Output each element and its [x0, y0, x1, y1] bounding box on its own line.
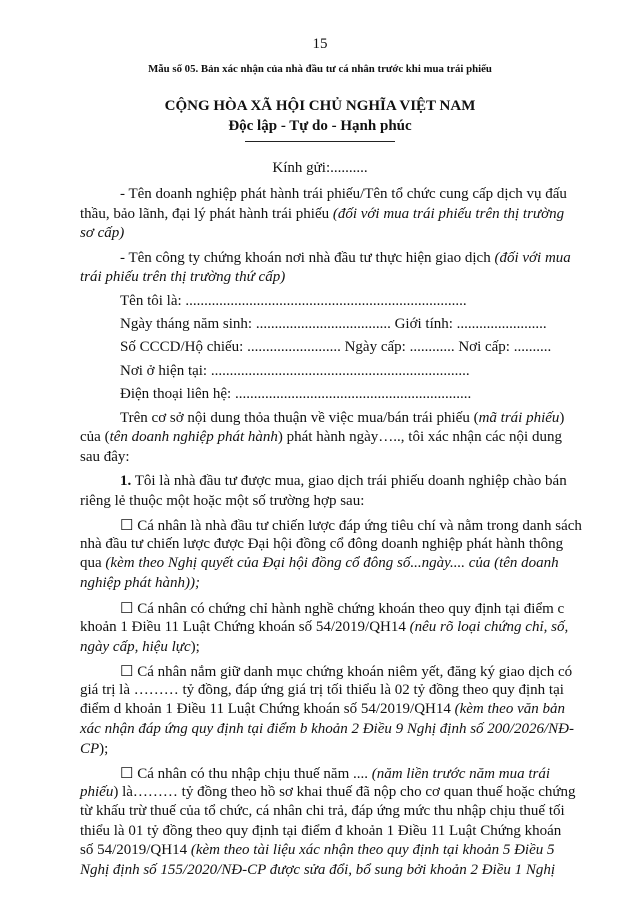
- text: - Tên công ty chứng khoán nơi nhà đầu tư thực hiện giao dịch: [120, 249, 495, 266]
- option-3-line-4: xác nhận đáp ứng quy định tại điểm b khoản 2 Điều 9 Nghị định số 200/2026/NĐ-: [80, 720, 574, 737]
- text: của (: [80, 429, 110, 446]
- checkbox-icon[interactable]: ☐: [120, 601, 134, 618]
- italic-note: (kèm theo Nghị quyết của Đại hội đồng cổ đông số...ngày.... của (tên doanh: [105, 555, 559, 572]
- phone-field: Điện thoại liên hệ: ...............................................................: [120, 386, 472, 403]
- checkbox-icon[interactable]: ☐: [120, 765, 134, 782]
- section-number: 1.: [120, 473, 132, 489]
- italic-note: phiếu: [80, 783, 114, 800]
- option-1-line-2: nhà đầu tư chiến lược được Đại hội đồng cổ đông doanh nghiệp phát hành thông: [80, 535, 564, 552]
- recipient-1-line-2: [80, 206, 564, 223]
- recipient-1-line-1: - Tên doanh nghiệp phát hành trái phiếu/Tên tổ chức cung cấp dịch vụ đấu: [120, 186, 567, 202]
- text: ): [559, 409, 565, 426]
- italic-note: CP: [80, 740, 100, 757]
- id-field: Số CCCD/Hộ chiếu: ......................... Ngày cấp: ............ Nơi cấp: ..........: [120, 339, 552, 356]
- option-3-line-3: [80, 701, 565, 718]
- text: );: [99, 740, 109, 757]
- intro-line-3: sau đây:: [80, 448, 130, 465]
- text: Tôi là nhà đầu tư được mua, giao dịch trái phiếu doanh nghiệp chào bán: [131, 473, 567, 489]
- header-divider: [245, 141, 395, 142]
- italic-note: mã trái phiếu: [478, 409, 560, 426]
- text: Cá nhân có thu nhập chịu thuế năm ....: [137, 765, 372, 782]
- greeting: Kính gửi:..........: [272, 160, 368, 176]
- option-4-line-6: Nghị định số 155/2020/NĐ-CP được sửa đổi, bổ sung bởi khoản 2 Điều 1 Nghị: [80, 862, 556, 878]
- form-title: Mẫu số 05. Bản xác nhận của nhà đầu tư cá nhân trước khi mua trái phiếu: [148, 63, 492, 75]
- national-title: CỘNG HÒA XÃ HỘI CHỦ NGHĨA VIỆT NAM: [164, 98, 476, 114]
- option-3-line-2: giá trị là ……… tỷ đồng, đáp ứng giá trị tối thiểu là 02 tỷ đồng theo quy định tại: [80, 681, 564, 698]
- option-3-line-5: [80, 741, 108, 758]
- address-field: Nơi ở hiện tại: .....................................................................: [120, 362, 470, 379]
- checkbox-icon[interactable]: ☐: [120, 663, 134, 680]
- recipient-2-line-1: [120, 250, 571, 267]
- text: Trên cơ sở nội dung thỏa thuận về việc mua/bán trái phiếu (: [120, 409, 479, 426]
- italic-note: (nêu rõ loại chứng chỉ, số,: [409, 618, 569, 635]
- option-2-line-3: [80, 639, 200, 656]
- text: Cá nhân nắm giữ danh mục chứng khoán niêm yết, đăng ký giao dịch có: [137, 663, 573, 680]
- option-4-line-1: [120, 764, 550, 783]
- option-4-line-3: từ khấu trừ thuế của tổ chức, cá nhân chi trả, đáp ứng mức thu nhập chịu thuế tối: [80, 803, 565, 820]
- option-2-line-2: [80, 619, 568, 636]
- section-1-line-1: [120, 473, 567, 490]
- text: số 54/2019/QH14: [80, 842, 191, 859]
- text: qua: [80, 555, 106, 572]
- motto: Độc lập - Tự do - Hạnh phúc: [228, 118, 412, 134]
- text: thầu, bảo lãnh, đại lý phát hành trái phiếu: [80, 205, 333, 222]
- name-field: Tên tôi là: ...........................................................................: [120, 292, 467, 309]
- checkbox-icon[interactable]: ☐: [120, 518, 134, 535]
- text: );: [190, 638, 200, 655]
- text: ) là……… tỷ đồng theo hồ sơ khai thuế đã nộp cho cơ quan thuế hoặc chứng: [113, 783, 576, 800]
- section-1-line-2: riêng lẻ thuộc một hoặc một số trường hợp sau:: [80, 492, 365, 509]
- italic-note: (đối với mua: [494, 249, 571, 266]
- text: khoản 1 Điều 11 Luật Chứng khoán số 54/2019/QH14: [80, 618, 410, 635]
- italic-note: (kèm theo văn bản: [454, 701, 566, 718]
- text: Cá nhân có chứng chỉ hành nghề chứng khoán theo quy định tại điểm c: [137, 601, 565, 618]
- option-2-line-1: [120, 599, 564, 618]
- text: ) phát hành ngày….., tôi xác nhận các nội dung: [277, 429, 562, 446]
- recipient-1-line-3: sơ cấp): [80, 225, 125, 242]
- italic-note: (đối với mua trái phiếu trên thị trường: [332, 205, 565, 222]
- recipient-2-line-2: trái phiếu trên thị trường thứ cấp): [80, 269, 286, 286]
- option-3-line-1: [120, 662, 572, 681]
- intro-line-1: [120, 410, 564, 427]
- italic-note: tên doanh nghiệp phát hành: [109, 429, 278, 446]
- option-4-line-5: [80, 842, 555, 859]
- option-4-line-2: [80, 784, 576, 801]
- option-4-line-4: thiểu là 01 tỷ đồng theo quy định tại điểm đ khoản 1 Điều 11 Luật Chứng khoán: [80, 822, 562, 839]
- italic-note: ngày cấp, hiệu lực: [80, 638, 191, 655]
- option-1-line-4: nghiệp phát hành));: [80, 575, 200, 591]
- page-number: 15: [312, 36, 328, 52]
- italic-note: (kèm theo tài liệu xác nhận theo quy định tại khoản 5 Điều 5: [190, 842, 555, 859]
- italic-note: (năm liền trước năm mua trái: [371, 765, 550, 782]
- option-1-line-3: [80, 555, 559, 572]
- text: Cá nhân là nhà đầu tư chiến lược đáp ứng tiêu chí và nằm trong danh sách: [137, 518, 582, 535]
- intro-line-2: [80, 429, 562, 446]
- option-1-line-1: [120, 516, 582, 535]
- text: điểm d khoản 1 Điều 11 Luật Chứng khoán số 54/2019/QH14: [80, 701, 455, 718]
- dob-field: Ngày tháng năm sinh: .................................... Giới tính: ........................: [120, 316, 547, 332]
